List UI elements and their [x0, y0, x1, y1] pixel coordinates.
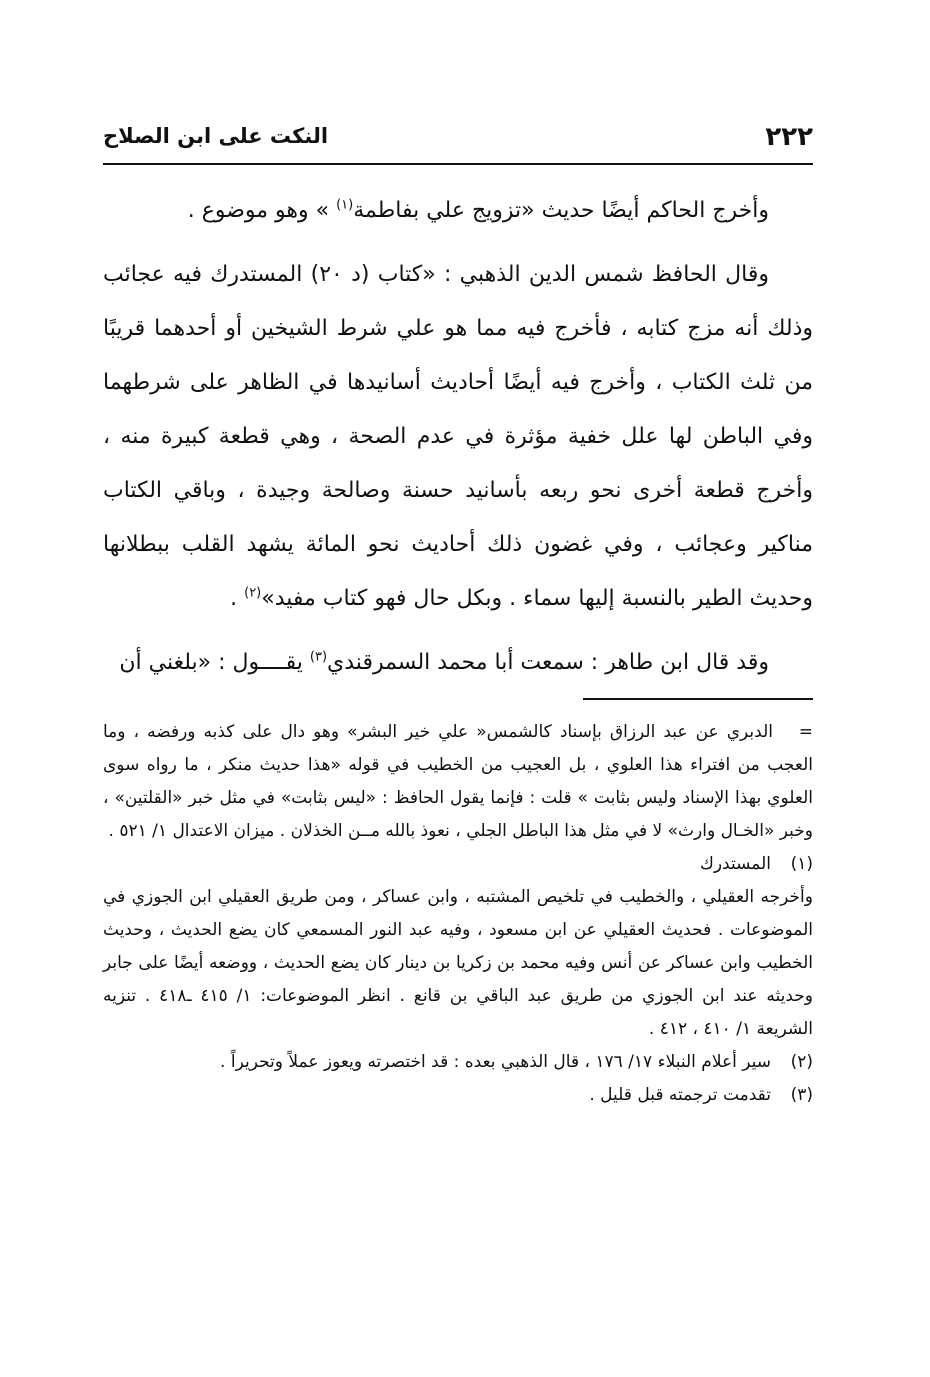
footnote-ref-3: (٣) — [309, 649, 328, 665]
footnote-separator — [583, 698, 813, 700]
paragraph-2-text: وقال الحافظ شمس الدين الذهبي : «كتاب (د ٢٠) المستدرك فيه عجائب وذلك أنه مزج كتابه ، فأخرج فيه مما هو علي شرط الشيخين أو أحدهما قريبًا من ثلث الكتاب ، وأخرج فيه أيضًا أحاديث أسانيدها في الظاهر على شرطهما وفي الباطن لها علل خفية مؤثرة في عدم الصحة ، وهي قطعة كبيرة منه ، وأخرج قطعة أخرى نحو ربعه بأسانيد حسنة وصالحة وجيدة ، وباقي الكتاب مناكير وعجائب ، وفي غضون ذلك أحاديث نحو المائة يشهد القلب ببطلانها وحديث الطير بالنسبة إليها سماء . وبكل حال فهو كتاب مفيد» — [103, 262, 813, 611]
footnote-1 — [103, 848, 813, 881]
paragraph-2-tail: . — [230, 586, 245, 611]
paragraph-1-tail: » وهو موضوع . — [187, 198, 337, 223]
footnote-ref-2: (٢) — [244, 585, 262, 601]
footnote-1-head: المستدرك — [699, 854, 771, 874]
footnote-ref-1: (١) — [336, 197, 354, 213]
footnote-continuation — [103, 716, 813, 848]
footnote-3 — [103, 1079, 813, 1112]
paragraph-1-text: وأخرج الحاكم أيضًا حديث «تزويج علي بفاطمة — [353, 198, 769, 223]
footnotes — [103, 716, 813, 1112]
paragraph-2 — [103, 248, 813, 626]
header-rule — [103, 163, 813, 165]
paragraph-3-tail: يقــــول : «بلغني أن — [119, 650, 310, 675]
paragraph-1 — [103, 184, 813, 238]
continuation-marker: = — [798, 722, 813, 742]
page-header — [103, 122, 813, 158]
page-number: ٢٢٢ — [765, 122, 813, 152]
running-title: النكت على ابن الصلاح — [103, 124, 329, 148]
footnote-2-marker: (٢) — [790, 1052, 813, 1072]
footnote-2-text: سير أعلام النبلاء ١٧/ ١٧٦ ، قال الذهبي بعده : قد اختصرته ويعوز عملاً وتحريراً . — [220, 1052, 771, 1072]
footnote-1-marker: (١) — [790, 854, 813, 874]
footnote-3-text: تقدمت ترجمته قبل قليل . — [589, 1085, 771, 1105]
paragraph-3-text: وقد قال ابن طاهر : سمعت أبا محمد السمرقندي — [327, 650, 769, 675]
continuation-text: الدبري عن عبد الرزاق بإسناد كالشمس« علي خير البشر» وهو دال على كذبه ورفضه ، وما العجب من افتراء هذا العلوي ، بل العجيب من الخطيب في قوله «هذا حديث منكر ، ما رواه سوى العلوي بهذا الإسناد وليس بثابت » قلت : فإنما يقول الحافظ : «ليس بثابت» في مثل خبر «القلتين» ، وخبر «الخـال وارث» لا في مثل هذا الباطل الجلي ، نعوذ بالله مــن الخذلان . ميزان الاعتدال ١/ ٥٢١ . — [103, 722, 813, 841]
paragraph-3 — [103, 636, 813, 690]
footnote-2 — [103, 1046, 813, 1079]
main-text — [103, 184, 813, 690]
footnote-1-text: وأخرجه العقيلي ، والخطيب في تلخيص المشتبه ، وابن عساكر ، ومن طريق العقيلي ابن الجوزي في الموضوعات . فحديث العقيلي عن ابن مسعود ، وفيه عبد النور المسمعي كان يضع الحديث ، وحديث الخطيب وابن عساكر عن أنس وفيه محمد بن زكريا بن دينار كان يضع الحديث ، ووضعه أيضًا على جابر وحديثه عند ابن الجوزي من طريق عبد الباقي بن قانع . انظر الموضوعات: ١/ ٤١٥ ـ٤١٨ . تنزيه الشريعة ١/ ٤١٠ ، ٤١٢ . — [103, 887, 813, 1039]
footnote-3-marker: (٣) — [790, 1085, 813, 1105]
